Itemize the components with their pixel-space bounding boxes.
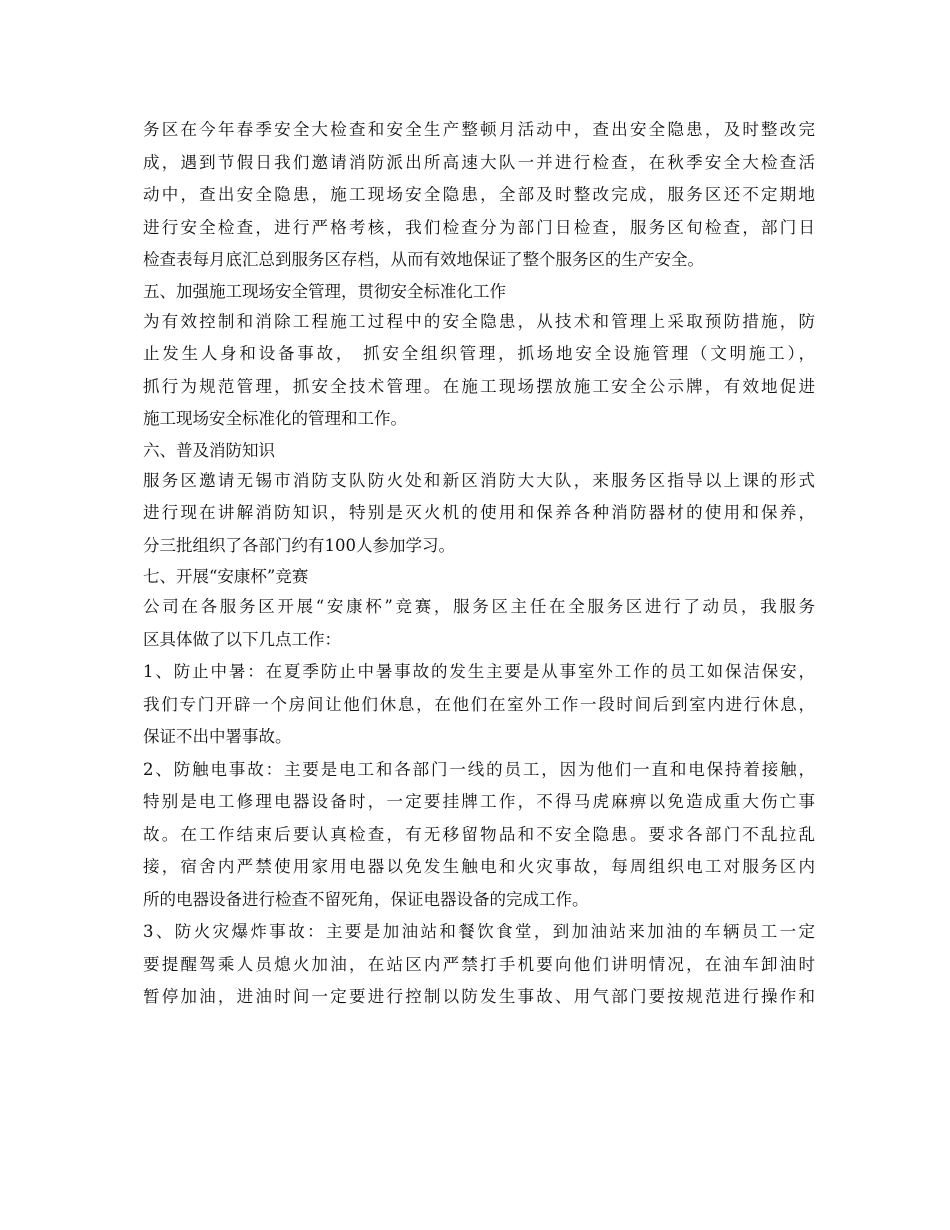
text-line: 进行现在讲解消防知识，特别是灭火机的使用和保养各种消防器材的使用和保养， — [143, 503, 815, 522]
paragraph-construction-safety — [143, 306, 815, 436]
text-line: 抓行为规范管理，抓安全技术管理。在施工现场摆放施工安全公示牌，有效地促进 — [143, 376, 815, 396]
text-line: 公司在各服务区开展“安康杯”竞赛，服务区主任在全服务区进行了动员，我服务 — [143, 597, 815, 616]
text-line: 保证不出中署事故。 — [143, 727, 292, 746]
text-line: 所的电器设备进行检查不留死角，保证电器设备的完成工作。 — [143, 889, 589, 909]
text-line: 要提醒驾乘人员熄火加油，在站区内严禁打手机要向他们讲明情况，在油车卸油时 — [143, 954, 815, 974]
text-line: 止发生人身和设备事故， 抓安全组织管理，抓场地安全设施管理（文明施工）， — [143, 344, 815, 363]
text-line: 服务区邀请无锡市消防支队防火处和新区消防大大队，来服务区指导以上课的形式 — [143, 470, 815, 490]
paragraph-fire-knowledge — [143, 465, 815, 563]
text-line: 检查表每月底汇总到服务区存档，从而有效地保证了整个服务区的生产安全。 — [143, 250, 704, 269]
text-line: 成，遇到节假日我们邀请消防派出所高速大队一并进行检查，在秋季安全大检查活 — [143, 152, 815, 172]
list-item-fire-explosion — [143, 916, 815, 1014]
text-line: 特别是电工修理电器设备时，一定要挂牌工作，不得马虎麻痹以免造成重大伤亡事 — [143, 792, 815, 811]
text-line: 2、防触电事故：主要是电工和各部门一线的员工，因为他们一直和电保持着接触， — [143, 759, 815, 779]
section-heading-6: 六、普及消防知识 — [143, 440, 275, 460]
text-line: 施工现场安全标准化的管理和工作。 — [143, 409, 407, 428]
text-line: 3、防火灾爆炸事故：主要是加油站和餐饮食堂，到加油站来加油的车辆员工一定 — [143, 922, 815, 941]
text-line: 接，宿舍内严禁使用家用电器以免发生触电和火灾事故，每周组织电工对服务区内 — [143, 857, 815, 876]
paragraph-safety-inspection — [143, 114, 815, 277]
text-line: 动中，查出安全隐患，施工现场安全隐患，全部及时整改完成，服务区还不定期地 — [143, 185, 815, 204]
paragraph-ankang-cup — [143, 591, 815, 656]
list-item-electric-shock — [143, 754, 815, 917]
text-line: 故。在工作结束后要认真检查，有无移留物品和不安全隐患。要求各部门不乱拉乱 — [143, 824, 815, 844]
text-line: 进行安全检查，进行严格考核，我们检查分为部门日检查，服务区旬检查，部门日 — [143, 217, 815, 237]
section-heading-7: 七、开展“安康杯”竞赛 — [143, 567, 309, 586]
list-item-heatstroke — [143, 656, 815, 754]
text-line: 区具体做了以下几点工作： — [143, 629, 341, 649]
text-line: 为有效控制和消除工程施工过程中的安全隐患，从技术和管理上采取预防措施，防 — [143, 311, 815, 331]
text-line: 暂停加油，进油时间一定要进行控制以防发生事故、用气部门要按规范进行操作和 — [143, 987, 815, 1006]
document-page — [143, 114, 815, 1014]
text-line: 务区在今年春季安全大检查和安全生产整顿月活动中，查出安全隐患，及时整改完 — [143, 120, 815, 139]
text-line: 我们专门开辟一个房间让他们休息，在他们在室外工作一段时间后到室内进行休息， — [143, 694, 815, 714]
text-line: 1、防止中暑：在夏季防止中暑事故的发生主要是从事室外工作的员工如保洁保安， — [143, 662, 815, 681]
text-line: 分三批组织了各部门约有100人参加学习。 — [143, 535, 455, 555]
section-heading-5: 五、加强施工现场安全管理，贯彻安全标准化工作 — [143, 281, 506, 301]
